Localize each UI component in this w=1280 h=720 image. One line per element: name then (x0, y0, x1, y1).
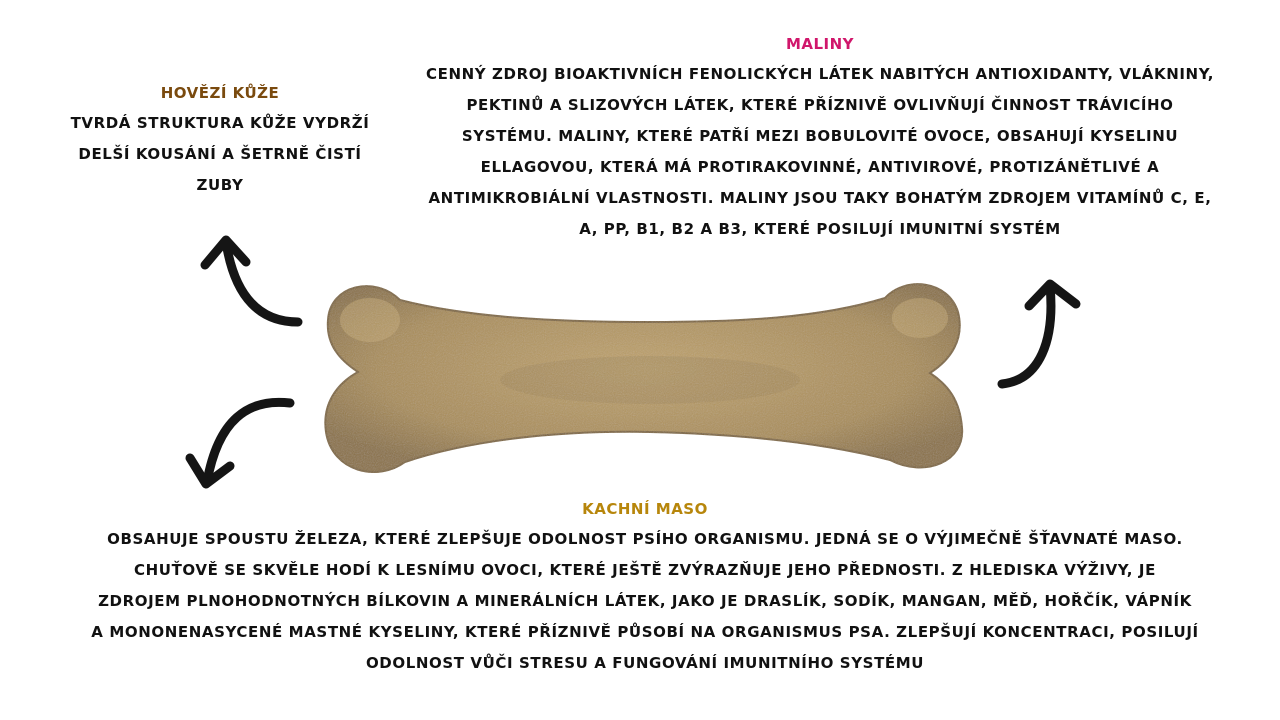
kachni-maso-section (90, 500, 1200, 679)
hovezi-kuze-text: TVRDÁ STRUKTURA KŮŽE VYDRŽÍ DELŠÍ KOUSÁNÍ A ŠETRNĚ ČISTÍ ZUBY (70, 114, 370, 194)
bone-image (325, 284, 962, 472)
arrow-up-left-icon (205, 240, 298, 322)
hovezi-kuze-section (55, 84, 385, 201)
maliny-section (420, 35, 1220, 245)
arrow-up-right-icon (1002, 284, 1076, 384)
hovezi-kuze-heading: HOVĚZÍ KŮŽE (160, 84, 280, 102)
arrow-down-left-icon (190, 402, 290, 484)
kachni-maso-heading: KACHNÍ MASO (582, 500, 708, 518)
maliny-text: CENNÝ ZDROJ BIOAKTIVNÍCH FENOLICKÝCH LÁTEK NABITÝCH ANTIOXIDANTY, VLÁKNINY, PEKTINŮ A SLIZOVÝCH LÁTEK, KTERÉ PŘÍZNIVĚ OVLIVŇUJÍ ČINNOST TRÁVICÍHO SYSTÉMU. MALINY, KTERÉ PATŘÍ MEZI BOBULOVITÉ OVOCE, OBSAHUJÍ KYSELINU ELLAGOVOU, KTERÁ MÁ PROTIRAKOVINNÉ, ANTIVIROVÉ, PROTIZÁNĚTLIVÉ A ANTIMIKROBIÁLNÍ VLASTNOSTI. MALINY JSOU TAKY BOHATÝM ZDROJEM VITAMÍNŮ C, E, A, PP, B1, B2 A B3, KTERÉ POSILUJÍ IMUNITNÍ SYSTÉM (426, 65, 1214, 238)
kachni-maso-text: OBSAHUJE SPOUSTU ŽELEZA, KTERÉ ZLEPŠUJE ODOLNOST PSÍHO ORGANISMU. JEDNÁ SE O VÝJIMEČNĚ ŠŤAVNATÉ MASO. CHUŤOVĚ SE SKVĚLE HODÍ K LESNÍMU OVOCI, KTERÉ JEŠTĚ ZVÝRAZŇUJE JEHO PŘEDNOSTI. Z HLEDISKA VÝŽIVY, JE ZDROJEM PLNOHODNOTNÝCH BÍLKOVIN A MINERÁLNÍCH LÁTEK, JAKO JE DRASLÍK, SODÍK, MANGAN, MĚĎ, HOŘČÍK, VÁPNÍK A MONONENASYCENÉ MASTNÉ KYSELINY, KTERÉ PŘÍZNIVĚ PŮSOBÍ NA ORGANISMUS PSA. ZLEPŠUJÍ KONCENTRACI, POSILUJÍ ODOLNOST VŮČI STRESU A FUNGOVÁNÍ IMUNITNÍHO SYSTÉMU (91, 530, 1199, 672)
maliny-heading: MALINY (785, 35, 855, 53)
